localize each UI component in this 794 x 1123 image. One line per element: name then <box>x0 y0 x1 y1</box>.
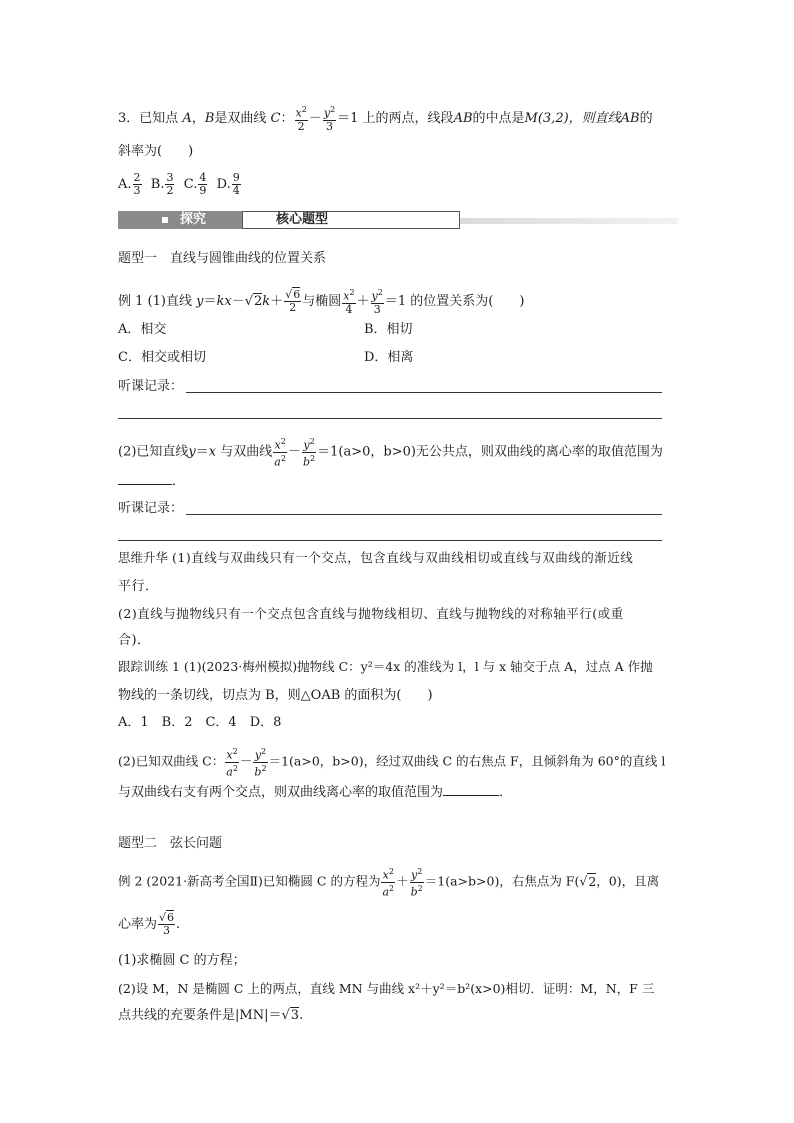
fraction: $\frac{y^2}{3}$ <box>323 105 336 133</box>
choice-c[interactable]: C．相交或相切 <box>118 350 206 365</box>
example2-line1: 例 2 (2021·新高考全国Ⅱ)已知椭圆 C 的方程为 $\frac{x^2}{a^2}$ ＋ $\frac{y^2}{b^2}$ ＝1(a>b>0)，右焦点为 F(√2，0)，且离 <box>118 867 660 899</box>
follow1-text: (2)已知双曲线 C： <box>118 753 225 769</box>
notes-label: 听课记录： <box>118 379 184 394</box>
example2-line2: 心率为 $\frac{√6}{3}$ . <box>118 911 181 937</box>
q3-options <box>118 172 242 197</box>
example2-q2a: (2)设 M，N 是椭圆 C 上的两点，直线 MN 与曲线 x²＋y²＝b²(x>0)相切．证明：M，N，F 三 <box>118 981 655 996</box>
section-banner <box>118 211 678 229</box>
example1-part2: (2)已知直线y＝x 与双曲线 $\frac{x^2}{a^2}$ － $\frac{y^2}{b^2}$ ＝1(a>0，b>0)无公共点，则双曲线的离心率的取值范围为 <box>118 437 663 469</box>
notes-line[interactable] <box>118 540 662 541</box>
ex1-2-text: (2)已知直线 <box>118 444 189 460</box>
choice-b[interactable]: B．相切 <box>364 322 413 337</box>
fraction: $\frac{x^2}{4}$ <box>343 288 355 316</box>
option-b[interactable]: B. $\frac{3}{2}$ <box>150 171 174 197</box>
ex1-text-mid: 与椭圆 <box>302 293 342 309</box>
fraction: $\frac{x^2}{2}$ <box>295 105 307 133</box>
period: ． <box>172 474 186 489</box>
ex1-text: 例 1 (1)直线 <box>118 293 192 309</box>
q3-text: 3．已知点 <box>118 110 179 126</box>
choice-a[interactable]: A．相交 <box>118 322 167 337</box>
follow1-line2: 物线的一条切线，切点为 B，则△OAB 的面积为( ) <box>118 688 433 703</box>
q3-line1: 3．已知点 A，B是双曲线 C： $\frac{x^2}{2}$ － $\frac{y^2}{3}$ ＝1 上的两点，线段AB的中点是M(3,2)，则直线AB的 <box>118 105 653 133</box>
topic1-title: 题型一 直线与圆锥曲线的位置关系 <box>118 251 327 266</box>
point-a: A <box>182 110 192 126</box>
option-d[interactable]: D. $\frac{9}{4}$ <box>216 171 240 197</box>
q3-text-mid2: 的中点是 <box>472 110 525 126</box>
notes-line[interactable] <box>118 418 662 419</box>
example2-q2b: 点共线的充要条件是|MN|＝√3. <box>118 1008 304 1023</box>
fraction: $\frac{x^2}{a^2}$ <box>274 437 286 469</box>
follow1-line3: A．1 B．2 C．4 D．8 <box>118 715 282 730</box>
bullet-icon <box>162 217 168 223</box>
line-ab: AB <box>620 110 640 126</box>
example1-part1: 例 1 (1)直线 y＝kx－√2k＋ $\frac{√6}{2}$ 与椭圆 $\frac{x^2}{4}$ ＋ $\frac{y^2}{3}$ ＝1 的位置关系为( ) <box>118 287 525 316</box>
q3-text-mid: 是双曲线 <box>214 110 267 126</box>
example2-q1: (1)求椭圆 C 的方程； <box>118 953 246 968</box>
follow1-line1: 跟踪训练 1 (1)(2023·梅州模拟)抛物线 C：y²＝4x 的准线为 l，l 与 x 轴交于点 A，过点 A 作抛 <box>118 659 653 674</box>
fraction: $\frac{√6}{3}$ <box>159 911 175 937</box>
answer-line <box>118 472 185 492</box>
answer-blank[interactable] <box>118 472 172 485</box>
period: ． <box>499 785 513 800</box>
ex1-2-cond: ＝1(a>0，b>0)无公共点，则双曲线的离心率的取值范围为 <box>317 444 663 460</box>
midpoint-m: M(3,2)，则直线 <box>524 110 621 126</box>
option-c[interactable]: C. $\frac{4}{9}$ <box>183 171 207 197</box>
ex2-eccentricity: 心率为 <box>118 917 158 932</box>
thinking-line4: 合)． <box>118 633 151 648</box>
fraction: $\frac{y^2}{3}$ <box>371 288 383 316</box>
choice-d[interactable]: D．相离 <box>364 350 414 365</box>
thinking-line3: (2)直线与抛物线只有一个交点包含直线与抛物线相切、直线与抛物线的对称轴平行(或重 <box>118 606 624 621</box>
option-a[interactable]: A. $\frac{2}{3}$ <box>118 171 141 197</box>
fraction: $\frac{y^2}{b^2}$ <box>254 747 267 779</box>
banner-label-explore: 探究 <box>180 212 207 227</box>
notes-line[interactable] <box>186 392 662 393</box>
banner-box <box>242 211 460 229</box>
segment-ab: AB <box>453 110 473 126</box>
fraction: $\frac{y^2}{b^2}$ <box>302 437 316 469</box>
follow1-text-5: 与双曲线右支有两个交点，则双曲线离心率的取值范围为 <box>118 785 444 800</box>
thinking-lead: 思维升华 <box>118 550 169 565</box>
ex2-text: 例 2 (2021·新高考全国Ⅱ)已知椭圆 C 的方程为 <box>118 873 381 889</box>
topic2-title: 题型二 弦长问题 <box>118 836 223 851</box>
ex1-2-text-mid: 与双曲线 <box>220 444 273 460</box>
curve-c: C <box>270 110 281 126</box>
ex2-text-mid: ＝1(a>b>0)，右焦点为 F( <box>424 873 580 889</box>
notes-line[interactable] <box>186 514 662 515</box>
period: . <box>299 1008 304 1023</box>
fraction: $\frac{y^2}{b^2}$ <box>410 867 423 899</box>
follow1-line5 <box>118 783 512 803</box>
ex1-text-end: ＝1 的位置关系为( ) <box>384 293 525 309</box>
thinking-text: (1)直线与双曲线只有一个交点，包含直线与双曲线相切或直线与双曲线的渐近线 <box>172 550 634 565</box>
thinking-line2: 平行． <box>118 579 159 594</box>
thinking-line1 <box>118 548 633 568</box>
point-b: B <box>204 110 215 126</box>
notes-label: 听课记录： <box>118 501 184 516</box>
q3-text-end: 的 <box>639 110 653 126</box>
follow1-text-post: ＝1(a>0，b>0)，经过双曲线 C 的右焦点 F，且倾斜角为 60°的直线 l <box>268 753 666 769</box>
fraction: $\frac{x^2}{a^2}$ <box>226 747 238 779</box>
ex2-q2-text: 点共线的充要条件是|MN|＝ <box>118 1008 282 1023</box>
fraction: $\frac{√6}{2}$ <box>285 287 301 314</box>
banner-label-core: 核心题型 <box>276 212 329 227</box>
answer-blank[interactable] <box>443 783 499 796</box>
ex2-text-end: ，0)，且离 <box>596 873 660 889</box>
follow1-line4: (2)已知双曲线 C： $\frac{x^2}{a^2}$ － $\frac{y^2}{b^2}$ ＝1(a>0，b>0)，经过双曲线 C 的右焦点 F，且倾斜角为 60°的直线 l <box>118 747 666 779</box>
q3-text-after: ＝1 上的两点，线段 <box>337 110 454 126</box>
q3-line2: 斜率为( ) <box>118 144 194 159</box>
fraction: $\frac{x^2}{a^2}$ <box>382 867 395 899</box>
